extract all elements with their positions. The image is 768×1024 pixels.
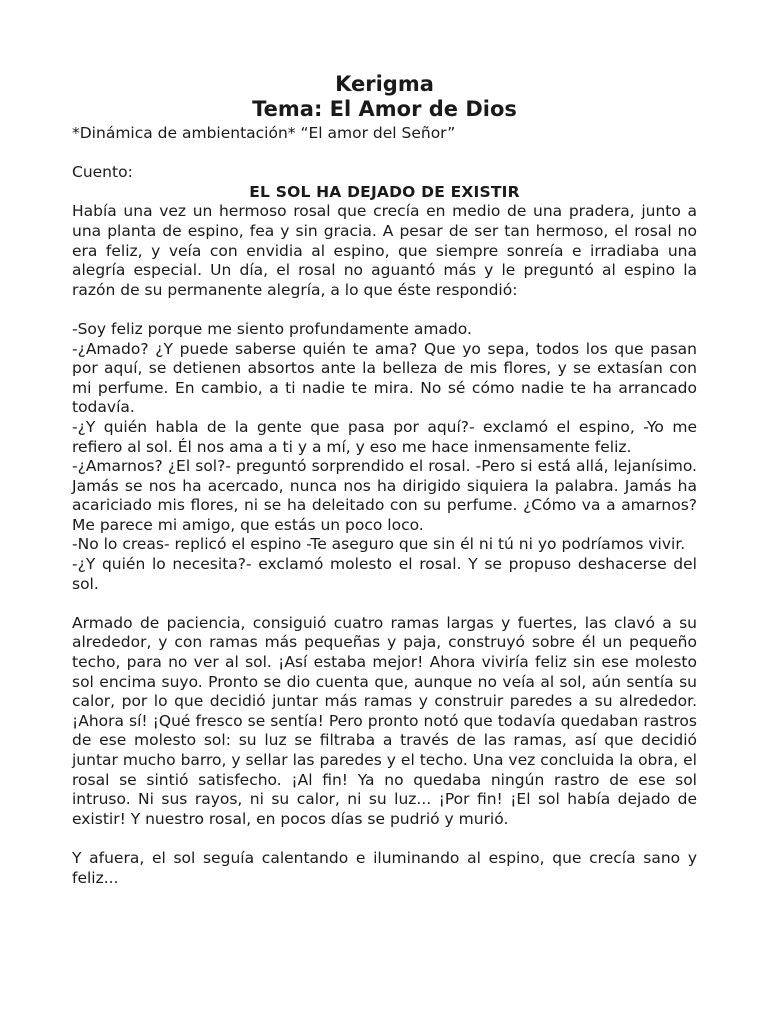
dialogue-section [72, 320, 697, 594]
cuento-label: Cuento: [72, 163, 133, 182]
document-theme: Tema: El Amor de Dios [252, 97, 517, 121]
dialogue-line: -¿Y quién habla de la gente que pasa por aquí?- exclamó el espino, -Yo me refiero al sol. Él nos ama a ti y a mí, y eso me hace inmensamente feliz. [72, 417, 697, 456]
dialogue-line: -¿Y quién lo necesita?- exclamó molesto el rosal. Y se propuso deshacerse del sol. [72, 555, 697, 593]
dinamica-line: *Dinámica de ambientación* “El amor del Señor” [72, 124, 456, 142]
dialogue-line: -Soy feliz porque me siento profundamente amado. [72, 319, 472, 338]
dialogue-line: -¿Amado? ¿Y puede saberse quién te ama? Que yo sepa, todos los que pasan por aquí, se detienen absortos ante la belleza de mis flores, y se extasían con mi perfume. En cambio, a ti nadie te mira. No sé cómo nadie te ha arrancado todavía. [72, 339, 697, 417]
dialogue-line: -¿Amarnos? ¿El sol?- preguntó sorprendido el rosal. -Pero si está allá, lejanísimo. Jamás se nos ha acercado, nunca nos ha dirigido siquiera la palabra. Jamás ha acariciado mis flores, ni se ha deleitado con su perfume. ¿Cómo va a amarnos? Me parece mi amigo, que estás un poco loco. [72, 457, 697, 534]
dialogue-line: -No lo creas- replicó el espino -Te aseguro que sin él ni tú ni yo podríamos vivir. [72, 535, 686, 554]
story-title: EL SOL HA DEJADO DE EXISTIR [249, 182, 520, 201]
document-title: Kerigma [335, 72, 434, 96]
ending-paragraph: Y afuera, el sol seguía calentando e iluminando al espino, que crecía sano y feliz... [72, 848, 697, 887]
blank-line [72, 144, 697, 164]
blank-line [72, 300, 697, 320]
blank-line [72, 829, 697, 849]
intro-paragraph: Había una vez un hermoso rosal que crecía en medio de una pradera, junto a una planta de espino, fea y sin gracia. A pesar de ser tan hermoso, el rosal no era feliz, y veía con envidia al espino, que siempre sonreía e irradiaba una alegría especial. Un día, el rosal no aguantó más y le preguntó al espino la razón de su permanente alegría, a lo que éste respondió: [72, 202, 697, 299]
narrative-paragraph: Armado de paciencia, consiguió cuatro ramas largas y fuertes, las clavó a su alrededor, y con ramas más pequeñas y paja, construyó sobre él un pequeño techo, para no ver al sol. ¡Así estaba mejor! Ahora viviría feliz sin ese molesto sol encima suyo. Pronto se dio cuenta que, aunque no veía al sol, aún sentía su calor, por lo que decidió juntar más ramas y construir paredes a su alrededor. ¡Ahora sí! ¡Qué fresco se sentía! Pero pronto notó que todavía quedaban rastros de ese molesto sol: su luz se filtraba a través de las ramas, así que decidió juntar mucho barro, y sellar las paredes y el techo. Una vez concluida la obra, el rosal se sintió satisfecho. ¡Al fin! Ya no quedaba ningún rastro de ese sol intruso. Ni sus rayos, ni su calor, ni su luz... ¡Por fin! ¡El sol había dejado de existir! Y nuestro rosal, en pocos días se pudrió y murió. [72, 613, 697, 828]
blank-line [72, 594, 697, 614]
document-page [72, 72, 697, 888]
